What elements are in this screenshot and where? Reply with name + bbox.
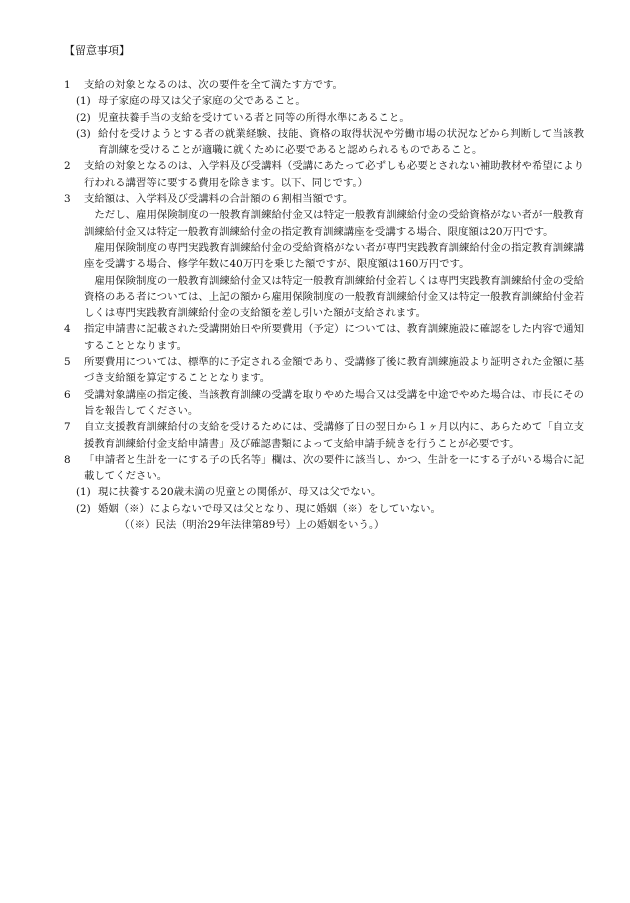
item-number: 1 bbox=[64, 79, 71, 91]
note-item-6 bbox=[64, 387, 584, 420]
note-item-2 bbox=[64, 158, 584, 191]
sub-item-number: (1) bbox=[76, 95, 91, 108]
item-text: 支給の対象となるのは、入学料及び受講料（受講にあたって必ずしも必要とされない補助教材や希望により行われる講習等に要する費用を除きます。以下、同じです。） bbox=[84, 160, 584, 189]
sub-item-8-1 bbox=[64, 484, 584, 500]
sub-item-number: (2) bbox=[76, 111, 91, 124]
sub-item-1-2 bbox=[64, 110, 584, 126]
item-paragraph: ただし、雇用保険制度の一般教育訓練給付金又は特定一般教育訓練給付金の受給資格がない者が一般教育訓練給付金又は特定一般教育訓練給付金の指定教育訓練講座を受講する場合、限度額は20万円です。 bbox=[84, 209, 584, 238]
item-number: 2 bbox=[64, 160, 71, 173]
sub-item-number: (1) bbox=[76, 486, 91, 499]
sub-item-text: 婚姻（※）によらないで母又は父となり、現に婚姻（※）をしていない。 bbox=[98, 502, 441, 515]
item-number: 6 bbox=[64, 388, 71, 401]
item-paragraph: 雇用保険制度の専門実践教育訓練給付金の受給資格がない者が専門実践教育訓練給付金の指定教育訓練講座を受講する場合、修学年数に40万円を乗じた額ですが、限度額は160万円です。 bbox=[84, 241, 584, 271]
item-number: 7 bbox=[64, 421, 71, 434]
item-number: 3 bbox=[64, 193, 71, 206]
note-item-3 bbox=[64, 191, 584, 321]
sub-item-8-2 bbox=[64, 501, 584, 517]
item-number: 5 bbox=[64, 356, 71, 369]
item-text: 支給の対象となるのは、次の要件を全て満たす方です。 bbox=[84, 79, 343, 91]
sub-item-text: 母子家庭の母又は父子家庭の父であること。 bbox=[98, 95, 306, 108]
sub-item-text: 給付を受けようとする者の就業経験、技能、資格の取得状況や労働市場の状況などから判断して当該教育訓練を受けることが適職に就くために必要であると認められるものであること。 bbox=[98, 127, 584, 157]
item-number: 4 bbox=[64, 323, 71, 336]
notes-heading: 【留意事項】 bbox=[64, 44, 130, 57]
note-item-5 bbox=[64, 354, 584, 387]
sub-item-number: (2) bbox=[76, 502, 91, 515]
sub-item-1-3 bbox=[64, 126, 584, 159]
sub-item-text: 児童扶養手当の支給を受けている者と同等の所得水準にあること。 bbox=[98, 111, 410, 124]
note-item-8 bbox=[64, 452, 584, 485]
item-text: 支給額は、入学料及び受講料の合計額の６割相当額です。 bbox=[84, 193, 354, 206]
item-number: 8 bbox=[64, 453, 71, 466]
sub-item-text: 現に扶養する20歳未満の児童との関係が、母又は父でない。 bbox=[98, 486, 382, 499]
item-paragraph: 雇用保険制度の一般教育訓練給付金又は特定一般教育訓練給付金若しくは専門実践教育訓練給付金の受給資格のある者については、上記の額から雇用保険制度の一般教育訓練給付金又は特定一般教育訓練給付金若しくは専門実践教育訓練給付金の支給額を差し引いた額が支給されます。 bbox=[84, 274, 584, 320]
item-text: 受講対象講座の指定後、当該教育訓練の受講を取りやめた場合又は受講を中途でやめた場合は、市長にその旨を報告してください。 bbox=[84, 388, 584, 417]
item-text: 「申請者と生計を一にする子の氏名等」欄は、次の要件に該当し、かつ、生計を一にする子がいる場合に記載してください。 bbox=[84, 453, 584, 483]
marriage-definition-note: （（※）民法（明治29年法律第89号）上の婚姻をいう。） bbox=[119, 519, 385, 532]
item-text: 自立支援教育訓練給付の支給を受けるためには、受講修了日の翌日から１ヶ月以内に、あらためて「自立支援教育訓練給付金支給申請書」及び確認書類によって支給申請手続きを行うことが必要です。 bbox=[84, 421, 584, 450]
item-text: 所要費用については、標準的に予定される金額であり、受講修了後に教育訓練施設より証明された金額に基づき支給額を算定することとなります。 bbox=[84, 356, 584, 385]
item-text: 指定申請書に記載された受講開始日や所要費用（予定）については、教育訓練施設に確認をした内容で通知することとなります。 bbox=[84, 323, 584, 352]
note-item-7 bbox=[64, 419, 584, 452]
note-item-1 bbox=[64, 77, 584, 93]
note-item-4 bbox=[64, 321, 584, 354]
sub-item-1-1 bbox=[64, 93, 584, 109]
notes-list bbox=[64, 77, 584, 533]
sub-item-number: (3) bbox=[76, 127, 91, 140]
